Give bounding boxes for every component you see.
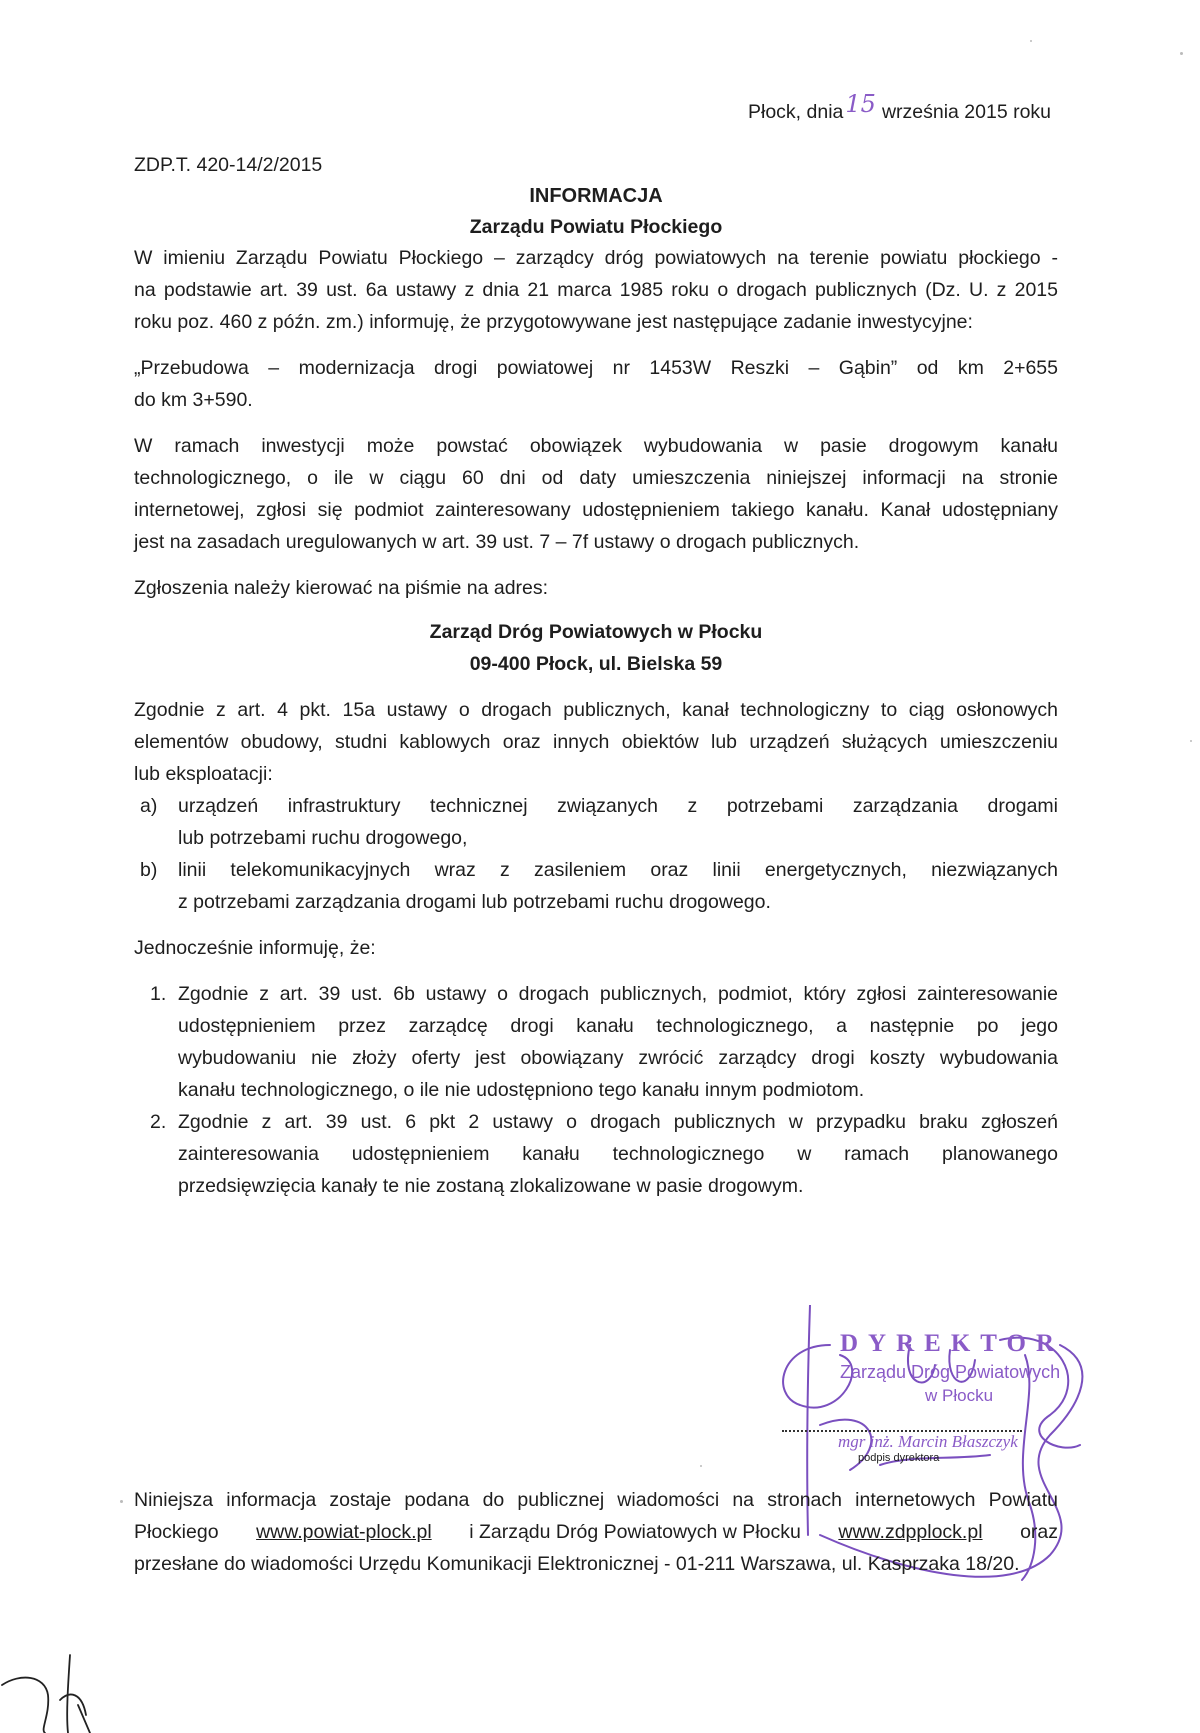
scan-speck xyxy=(1180,52,1183,55)
notice-1-line-4: kanału technologicznego, o ile nie udostępniono tego kanału innym podmiotom. xyxy=(178,1079,865,1101)
scan-speck xyxy=(1190,740,1192,742)
footer-text-c: oraz xyxy=(1020,1521,1058,1543)
list-item-b-line-1: linii telekomunikacyjnych wraz z zasileniem oraz linii energetycznych, niezwiązanych xyxy=(178,859,1058,881)
scan-speck xyxy=(700,1465,702,1467)
list-item-a-line-2: lub potrzebami ruchu drogowego, xyxy=(178,827,468,849)
intro-line-2: na podstawie art. 39 ust. 6a ustawy z dnia 21 marca 1985 roku o drogach publicznych (Dz. U. z 2015 xyxy=(134,279,1058,301)
notice-2-line-3: przedsięwzięcia kanały te nie zostaną zlokalizowane w pasie drogowym. xyxy=(178,1175,804,1197)
intro-line-3: roku poz. 460 z późn. zm.) informuję, że przygotowywane jest następujące zadanie inwestycyjne: xyxy=(134,311,973,333)
footer-line-1: Niniejsza informacja zostaje podana do publicznej wiadomości na stronach internetowych Powiatu xyxy=(134,1489,1058,1511)
document-subtitle: Zarządu Powiatu Płockiego xyxy=(469,216,723,238)
notice-intro: Jednocześnie informuję, że: xyxy=(134,937,376,959)
project-line-2: do km 3+590. xyxy=(134,389,253,411)
place-date-suffix: września 2015 roku xyxy=(881,101,1052,123)
notice-1-line-1: Zgodnie z art. 39 ust. 6b ustawy o drogach publicznych, podmiot, który zgłosi zainteresowanie xyxy=(178,983,1058,1005)
definition-line-3: lub eksploatacji: xyxy=(134,763,273,785)
signature-label: podpis dyrektora xyxy=(858,1452,940,1464)
document-title: INFORMACJA xyxy=(529,185,663,207)
investment-line-4: jest na zasadach uregulowanych w art. 39 ust. 7 – 7f ustawy o drogach publicznych. xyxy=(134,531,860,553)
investment-line-3: internetowej, zgłosi się podmiot zainteresowany udostępnieniem takiego kanału. Kanał udostępniany xyxy=(134,499,1058,521)
footer-line-2 xyxy=(134,1516,1058,1548)
stamp-title: DYREKTOR xyxy=(840,1330,1065,1357)
notice-marker-2: 2. xyxy=(150,1111,167,1133)
investment-line-1: W ramach inwestycji może powstać obowiązek wybudowania w pasie drogowym kanału xyxy=(134,435,1058,457)
notice-1-line-3: wybudowaniu nie złoży oferty jest obowiązany zwrócić zarządcy drogi koszty wybudowania xyxy=(178,1047,1058,1069)
footer-line-3: przesłane do wiadomości Urzędu Komunikacji Elektronicznej - 01-211 Warszawa, ul. Kasprzaka 18/20. xyxy=(134,1553,1020,1575)
definition-line-1: Zgodnie z art. 4 pkt. 15a ustawy o drogach publicznych, kanał technologiczny to ciąg osłonowych xyxy=(134,699,1058,721)
submission-text: Zgłoszenia należy kierować na piśmie na adres: xyxy=(134,577,549,599)
margin-initials-icon xyxy=(0,1645,110,1733)
stamp-name: mgr inż. Marcin Błaszczyk xyxy=(838,1432,1018,1451)
project-line-1: „Przebudowa – modernizacja drogi powiatowej nr 1453W Reszki – Gąbin” od km 2+655 xyxy=(134,357,1058,379)
zdpplock-link[interactable]: www.zdpplock.pl xyxy=(838,1521,983,1543)
submission-address: 09-400 Płock, ul. Bielska 59 xyxy=(469,653,723,675)
handwritten-day: 15 xyxy=(845,90,876,118)
notice-1-line-2: udostępnieniem przez zarządcę drogi kanału technologicznego, a następnie po jego xyxy=(178,1015,1058,1037)
intro-line-1: W imieniu Zarządu Powiatu Płockiego – zarządcy dróg powiatowych na terenie powiatu płockiego - xyxy=(134,247,1058,269)
notice-2-line-1: Zgodnie z art. 39 ust. 6 pkt 2 ustawy o drogach publicznych w przypadku braku zgłoszeń xyxy=(178,1111,1058,1133)
place-date xyxy=(748,90,1068,128)
investment-line-2: technologicznego, o ile w ciągu 60 dni od daty umieszczenia niniejszej informacji na stronie xyxy=(134,467,1058,489)
list-marker-b: b) xyxy=(140,859,158,881)
notice-2-line-2: zainteresowania udostępnieniem kanału technologicznego w ramach planowanego xyxy=(178,1143,1058,1165)
list-marker-a: a) xyxy=(140,795,158,817)
footer-text-b: i Zarządu Dróg Powiatowych w Płocku xyxy=(469,1521,801,1543)
list-item-b-line-2: z potrzebami zarządzania drogami lub potrzebami ruchu drogowego. xyxy=(178,891,771,913)
notice-marker-1: 1. xyxy=(150,983,167,1005)
footer-text-a: Płockiego xyxy=(134,1521,219,1543)
scan-speck xyxy=(120,1500,123,1503)
scan-speck xyxy=(1030,40,1032,42)
reference-number: ZDP.T. 420-14/2/2015 xyxy=(134,154,323,176)
list-item-a-line-1: urządzeń infrastruktury technicznej związanych z potrzebami zarządzania drogami xyxy=(178,795,1058,817)
place-date-prefix: Płock, dnia xyxy=(748,101,844,123)
definition-line-2: elementów obudowy, studni kablowych oraz innych obiektów lub urządzeń służących umieszczeniu xyxy=(134,731,1058,753)
stamp-line-2: w Płocku xyxy=(925,1386,994,1405)
stamp-line-1: Zarządu Dróg Powiatowych xyxy=(840,1362,1061,1382)
powiat-plock-link[interactable]: www.powiat-plock.pl xyxy=(256,1521,432,1543)
submission-org: Zarząd Dróg Powiatowych w Płocku xyxy=(429,621,763,643)
